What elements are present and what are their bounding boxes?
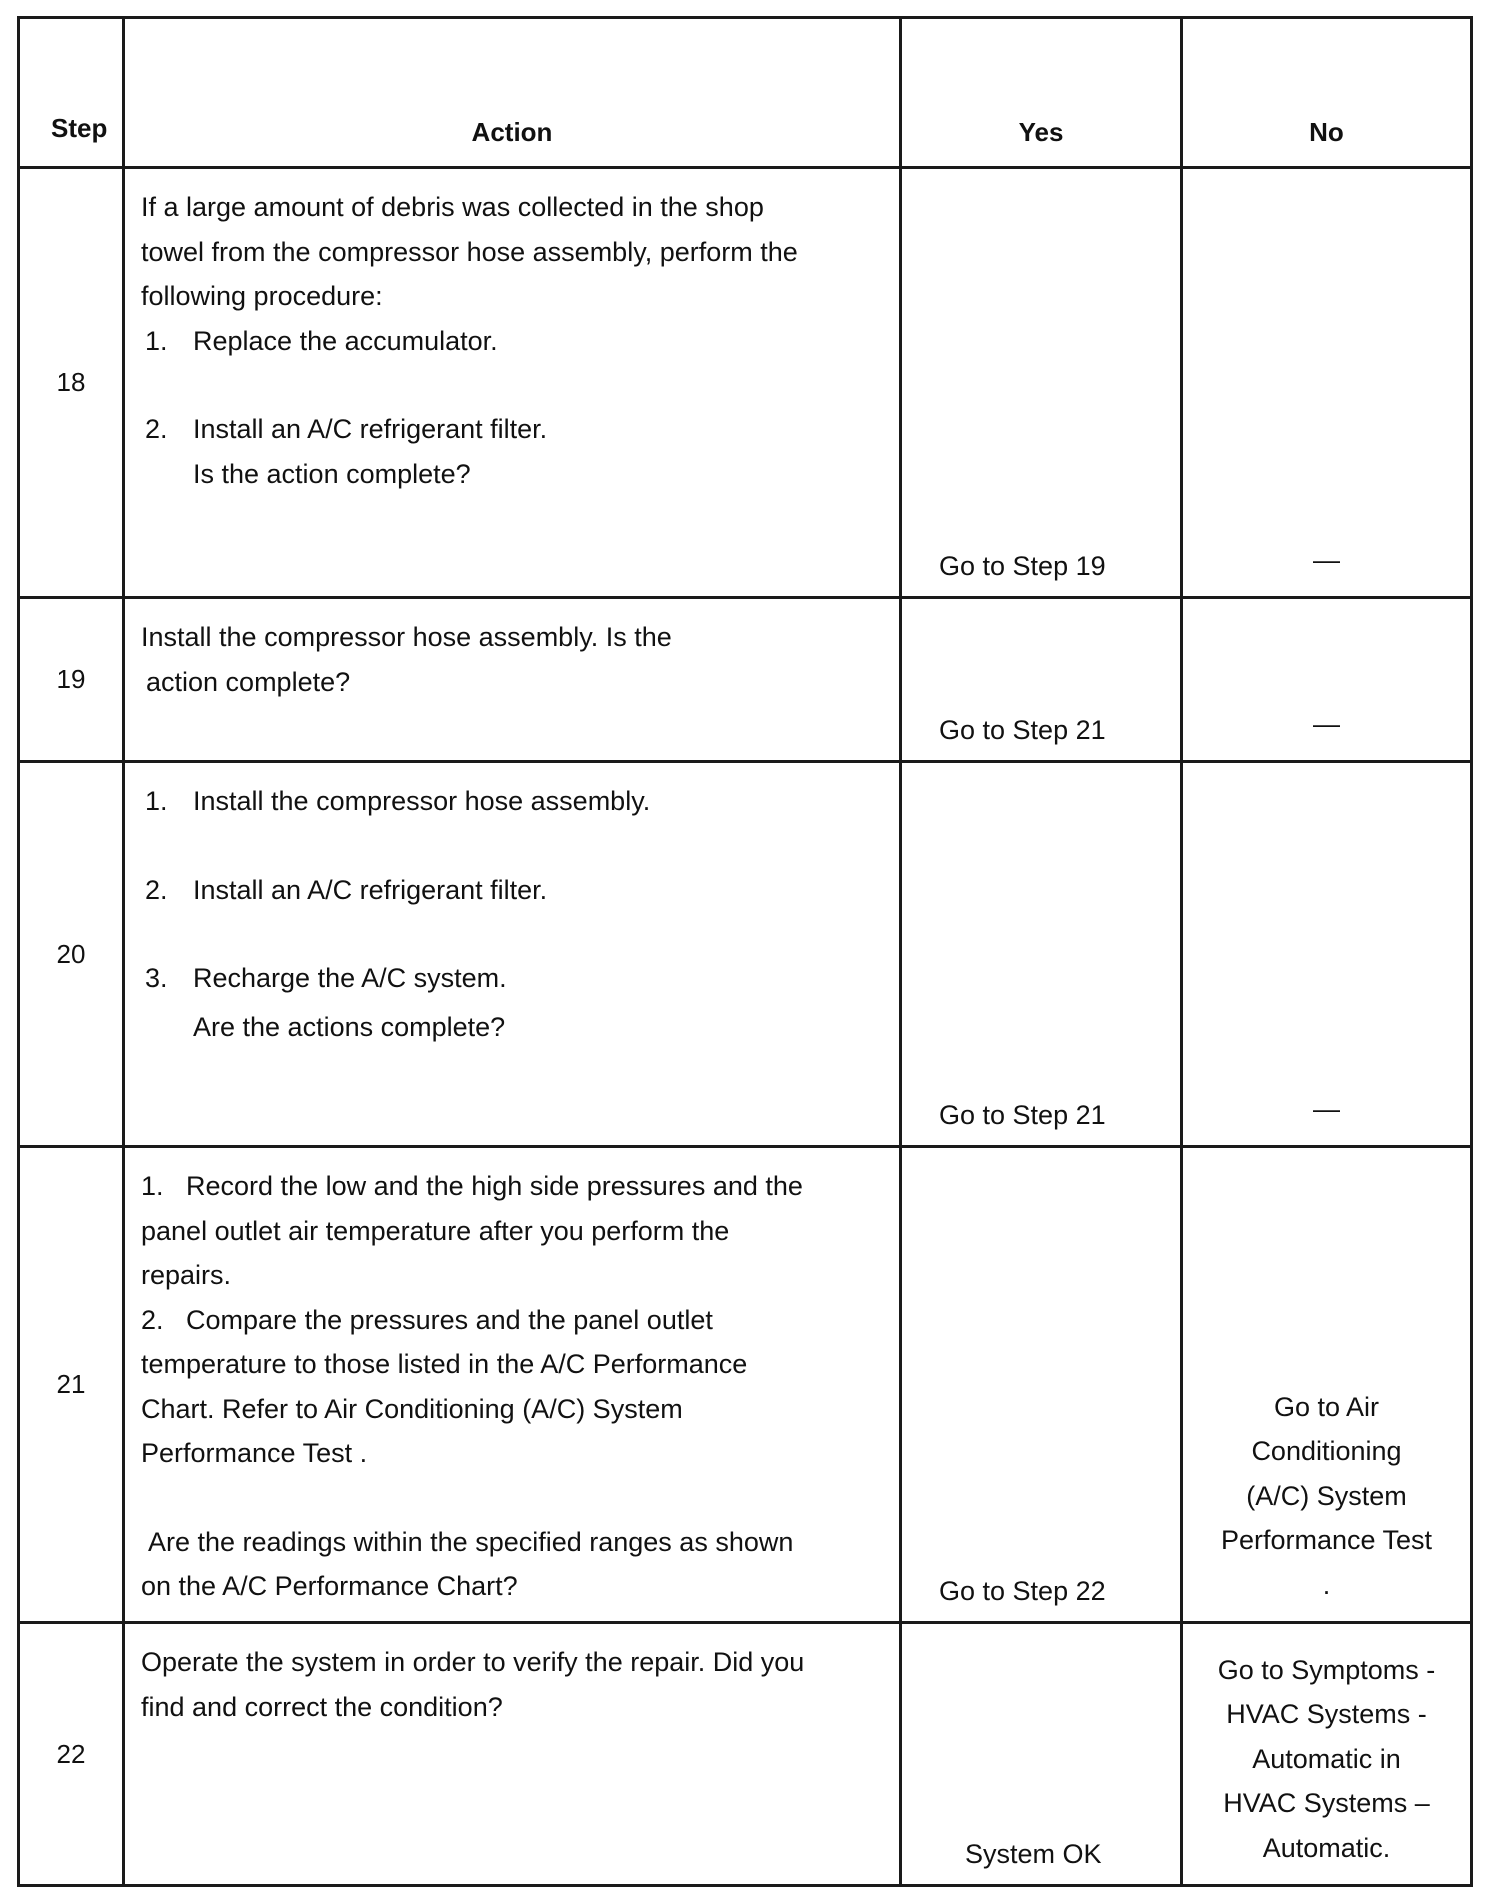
no-cell: —: [1182, 762, 1472, 1147]
action-cell: Operate the system in order to verify the repair. Did you find and correct the condition?: [124, 1623, 901, 1886]
no-cell: Go to Air Conditioning (A/C) System Performance Test .: [1182, 1147, 1472, 1623]
header-no: No: [1182, 18, 1472, 168]
question: Are the actions complete?: [193, 1011, 506, 1042]
table-row: [19, 1147, 1472, 1623]
no-cell: Go to Symptoms - HVAC Systems - Automatic in HVAC Systems – Automatic.: [1182, 1623, 1472, 1886]
yes-cell: Go to Step 22: [901, 1147, 1182, 1623]
action-cell: [124, 762, 901, 1147]
list-item: 1. Replace the accumulator.: [145, 325, 498, 356]
table-row: [19, 168, 1472, 598]
table-row: [19, 598, 1472, 762]
header-row: [19, 18, 1472, 168]
yes-cell: Go to Step 19: [901, 168, 1182, 598]
list-item: 2. Install an A/C refrigerant filter.: [145, 874, 548, 905]
action-cell: Install the compressor hose assembly. Is the action complete?: [124, 598, 901, 762]
header-step: Step: [19, 18, 124, 168]
step-number: 19: [19, 598, 124, 762]
step-number: 22: [19, 1623, 124, 1886]
no-cell: —: [1182, 598, 1472, 762]
table-row: [19, 762, 1472, 1147]
header-yes: Yes: [901, 18, 1182, 168]
list-item: 2. Install an A/C refrigerant filter.: [145, 414, 548, 444]
action-cell: 1. Record the low and the high side pressures and the panel outlet air temperature after you perform the repairs. 2. Compare the pressures and the panel outlet temperature to those listed in the A/C Performance Chart. Refer to Air Conditioning (A/C) System Performance Test . Are the readings within the specified ranges as shown on the A/C Performance Chart?: [124, 1147, 901, 1623]
step-number: 20: [19, 762, 124, 1147]
step-number: 18: [19, 168, 124, 598]
table-row: [19, 1623, 1472, 1886]
no-cell: —: [1182, 168, 1472, 598]
step-number: 21: [19, 1147, 124, 1623]
yes-cell: Go to Step 21: [901, 598, 1182, 762]
action-cell: If a large amount of debris was collected in the shop towel from the compressor hose assembly, perform the following procedure: 1. Replace the accumulator. 2. Install an A/C refrigerant filter. Is the action complete?: [124, 168, 901, 598]
yes-cell: Go to Step 21: [901, 762, 1182, 1147]
diagnostic-table: [17, 16, 1473, 1887]
list-item: 3. Recharge the A/C system.: [145, 963, 507, 993]
question: Is the action complete?: [193, 458, 471, 489]
list-item: 1. Install the compressor hose assembly.: [145, 786, 651, 816]
header-action: Action: [124, 18, 901, 168]
yes-cell: System OK: [901, 1623, 1182, 1886]
